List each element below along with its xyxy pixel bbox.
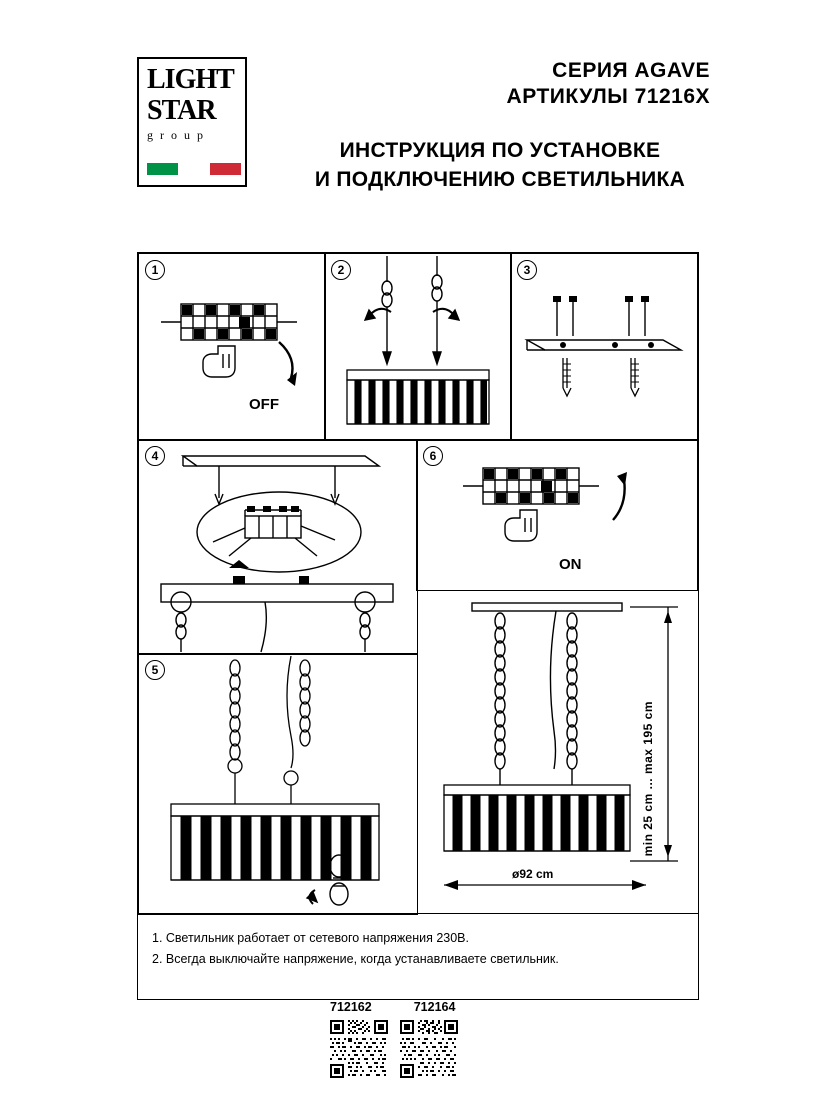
article-title: АРТИКУЛЫ 71216X — [506, 85, 710, 109]
step-1-illustration — [139, 254, 325, 440]
step-6-cell — [416, 439, 698, 591]
logo-line-3: g r o u p — [147, 128, 205, 143]
step-3-number: 3 — [517, 260, 537, 280]
step-6-number: 6 — [423, 446, 443, 466]
step-5-cell — [138, 653, 418, 915]
step-4-illustration — [139, 440, 417, 654]
series-title: СЕРИЯ AGAVE — [552, 59, 710, 82]
step-1-label: OFF — [249, 396, 279, 413]
logo-text — [147, 64, 243, 143]
title-block — [290, 58, 710, 193]
step-6-illustration — [417, 440, 697, 590]
code-2: 712164 — [413, 1000, 456, 1014]
dimension-panel — [416, 589, 698, 915]
height-dimension-label: min 25 cm ... max 195 cm — [641, 701, 655, 857]
dimension-illustration — [416, 589, 698, 915]
step-2-illustration — [325, 254, 511, 440]
step-4-number: 4 — [145, 446, 165, 466]
step-4-cell — [138, 439, 418, 655]
step-6-label: ON — [559, 556, 582, 573]
step-1-number: 1 — [145, 260, 165, 280]
brand-logo — [137, 57, 247, 187]
instruction-line-1: ИНСТРУКЦИЯ ПО УСТАНОВКЕ — [339, 138, 661, 162]
qr-code-2 — [400, 1020, 458, 1078]
step-2-number: 2 — [331, 260, 351, 280]
step-3-illustration — [511, 254, 697, 440]
step-3-cell — [510, 253, 698, 441]
logo-line-1: LIGHT — [147, 64, 234, 95]
step-5-number: 5 — [145, 660, 165, 680]
footer-codes — [330, 1000, 510, 1078]
note-2: 2. Всегда выключайте напряжение, когда устанавливаете светильник. — [152, 951, 559, 966]
logo-line-2: STAR — [147, 94, 216, 126]
step-1-cell — [138, 253, 326, 441]
diagram-frame — [137, 252, 699, 1000]
step-2-cell — [324, 253, 512, 441]
notes-block — [138, 920, 698, 977]
page-header — [0, 0, 826, 230]
note-1: 1. Светильник работает от сетевого напряжения 230В. — [152, 931, 469, 945]
step-5-illustration — [139, 654, 417, 914]
italian-flag-icon — [147, 163, 241, 175]
diameter-dimension-label: ø92 cm — [512, 867, 554, 881]
instruction-line-2: И ПОДКЛЮЧЕНИЮ СВЕТИЛЬНИКА — [314, 167, 686, 191]
qr-code-1 — [330, 1020, 388, 1078]
code-1: 712162 — [330, 1000, 372, 1014]
